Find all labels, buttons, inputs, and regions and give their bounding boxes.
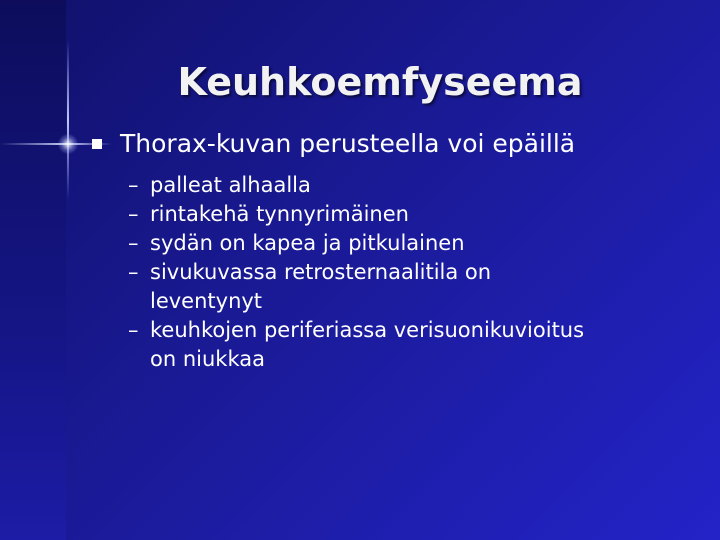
sparkle-vertical-line — [67, 40, 69, 200]
sub-bullet-text: sivukuvassa retrosternaalitila on — [150, 260, 492, 284]
dash-marker: – — [128, 202, 139, 226]
sub-bullet-text: palleat alhaalla — [150, 173, 311, 197]
sparkle-icon — [58, 134, 78, 154]
sub-bullet-item — [128, 316, 698, 374]
sub-bullet-list — [128, 171, 698, 374]
sub-bullet-text-continued: on niukkaa — [150, 347, 265, 371]
slide-title: Keuhkoemfyseema — [177, 60, 583, 104]
sub-bullet-item — [128, 229, 698, 258]
dash-marker: – — [128, 173, 139, 197]
sub-bullet-text: rintakehä tynnyrimäinen — [150, 202, 409, 226]
dash-marker: – — [128, 318, 139, 342]
sub-bullet-item — [128, 258, 698, 316]
sub-bullet-text-continued: leventynyt — [150, 289, 263, 313]
dash-marker: – — [128, 231, 139, 255]
square-bullet-icon — [92, 139, 102, 149]
main-bullet-text: Thorax-kuvan perusteella voi epäillä — [120, 129, 576, 158]
sub-bullet-text: keuhkojen periferiassa verisuonikuvioitus — [150, 318, 585, 342]
sub-bullet-item — [128, 171, 698, 200]
sub-bullet-item — [128, 200, 698, 229]
left-band — [0, 0, 66, 540]
sub-bullet-text: sydän on kapea ja pitkulainen — [150, 231, 465, 255]
dash-marker: – — [128, 260, 139, 284]
